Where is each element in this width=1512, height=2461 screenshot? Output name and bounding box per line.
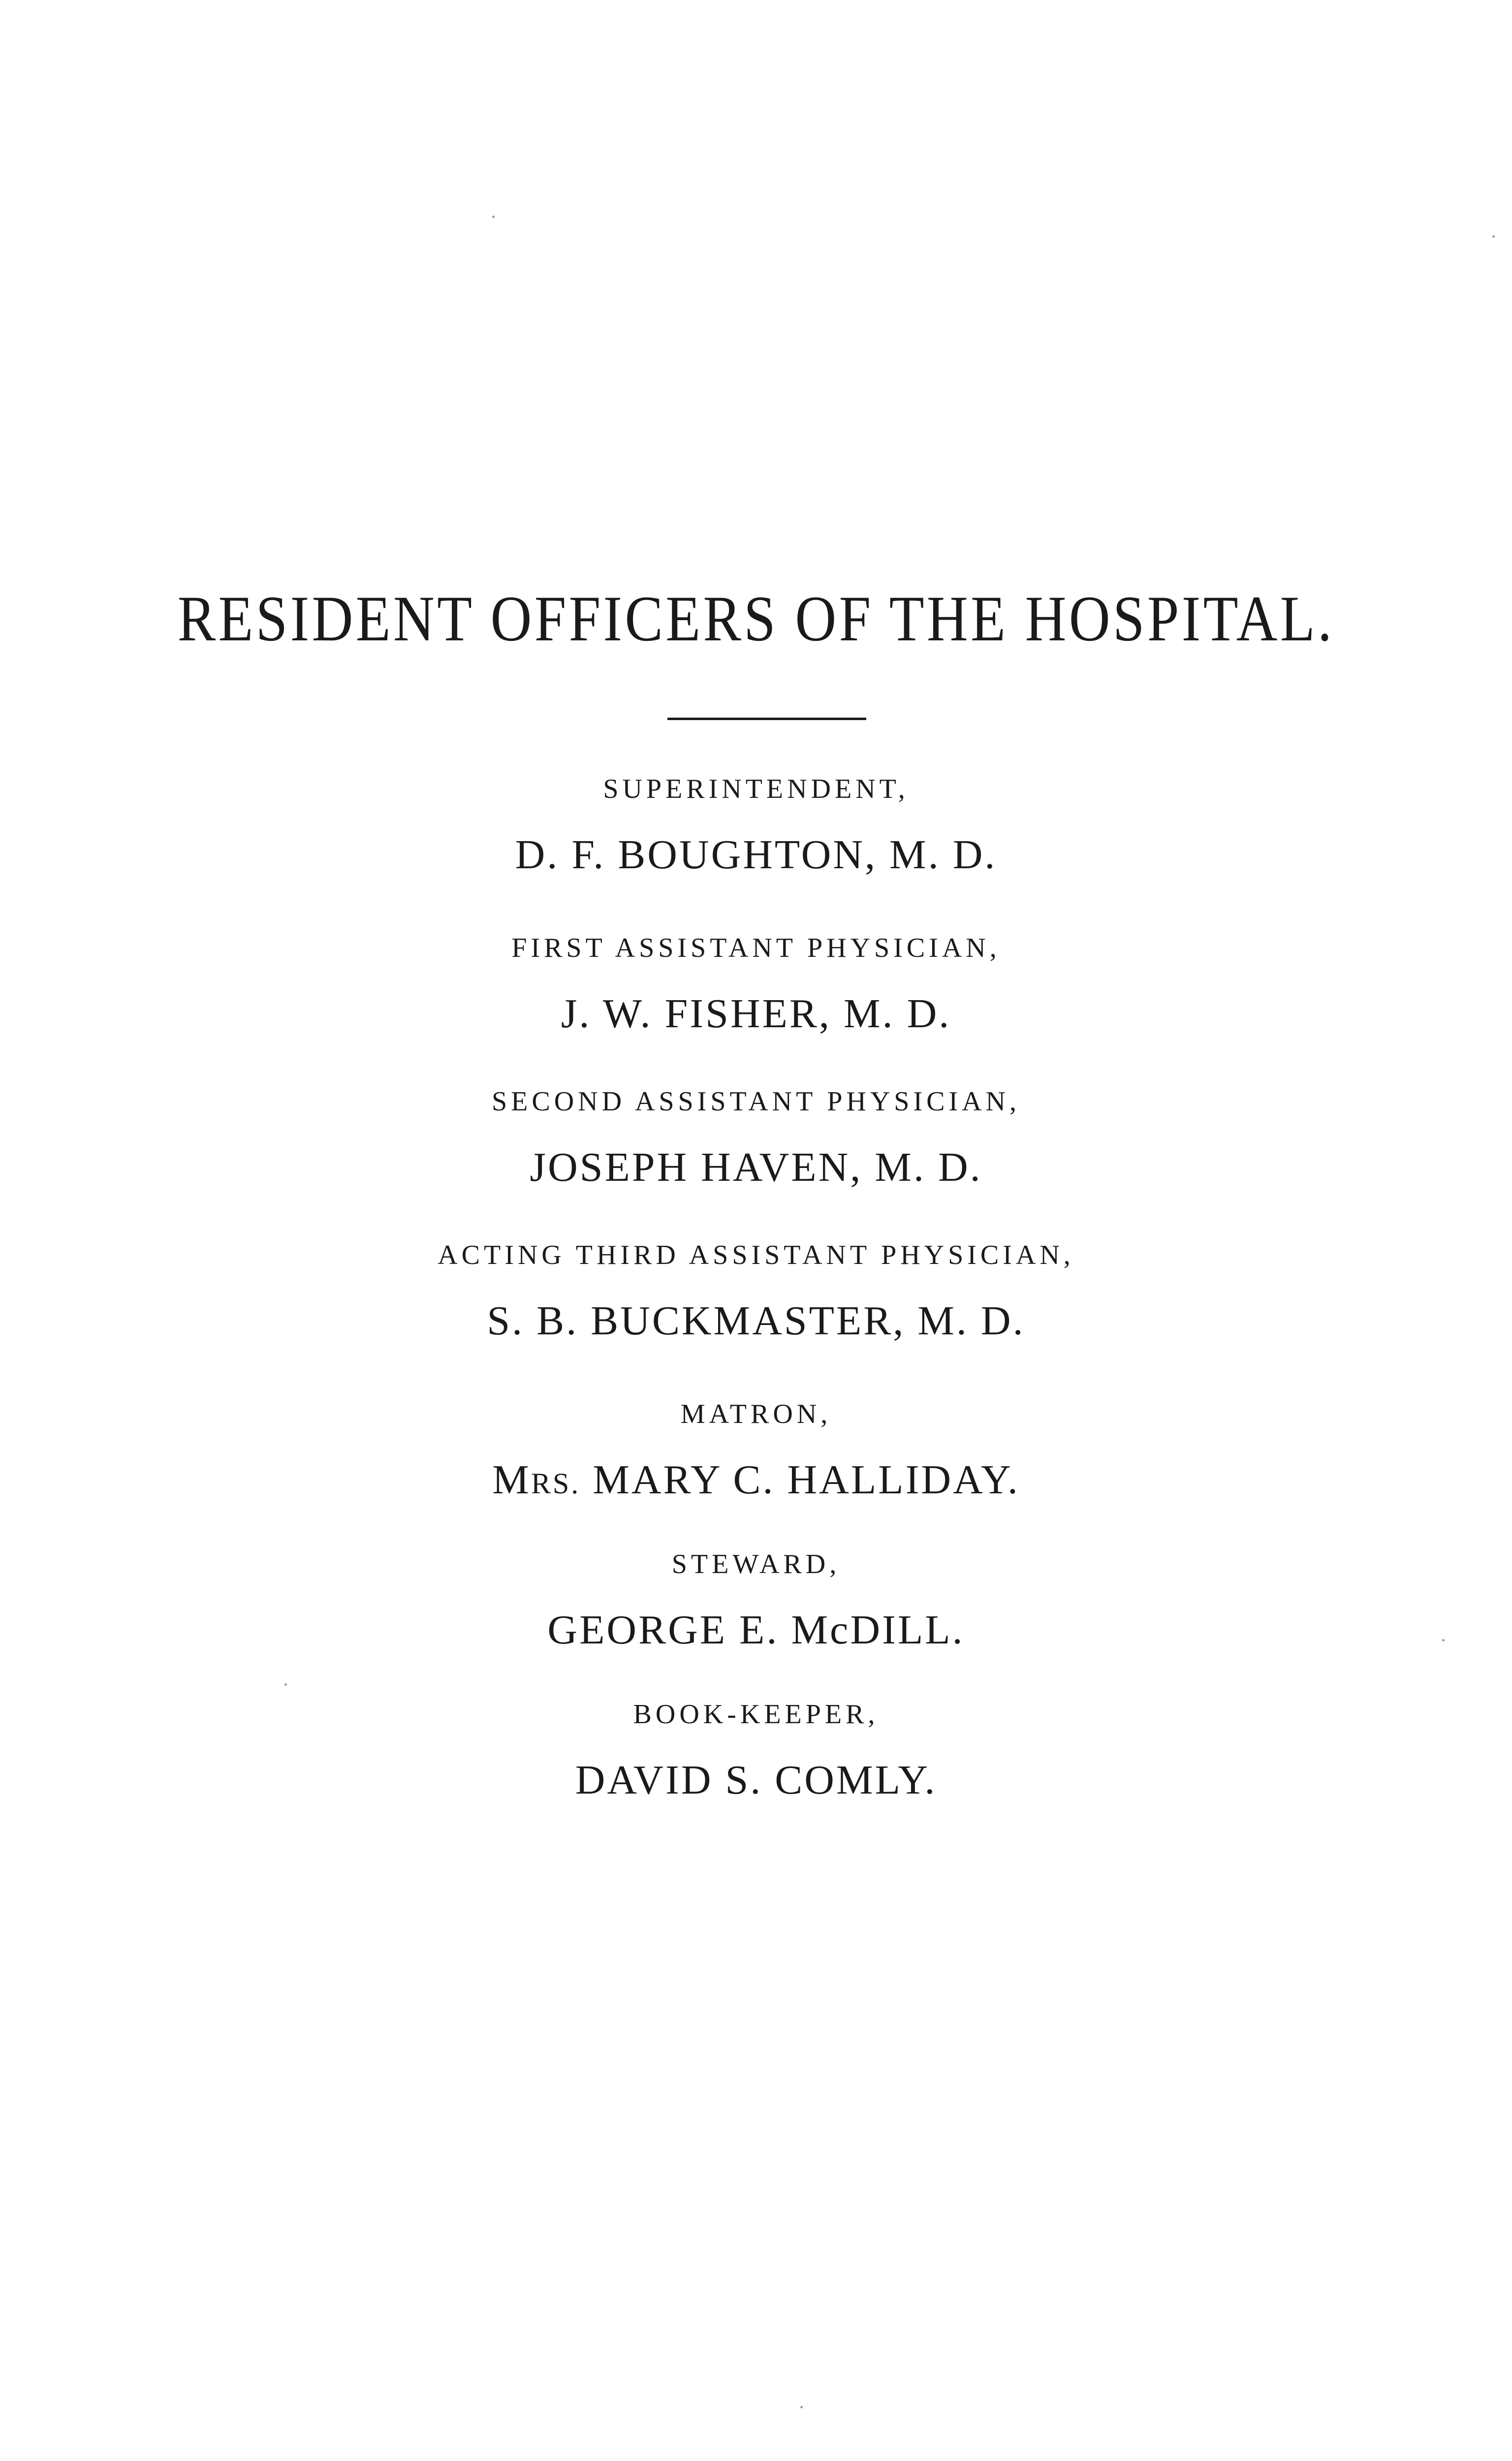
name-prefix-rest: RS. — [531, 1467, 581, 1500]
page-title: RESIDENT OFFICERS OF THE HOSPITAL. — [177, 582, 1335, 655]
paper-speck — [492, 216, 495, 218]
officer-role: STEWARD, — [671, 1549, 841, 1579]
officer-name: D. F. BOUGHTON, M. D. — [515, 832, 997, 878]
officer-role: FIRST ASSISTANT PHYSICIAN, — [511, 933, 1001, 963]
officer-name: MARY C. HALLIDAY. — [580, 1457, 1020, 1503]
officer-name: S. B. BUCKMASTER, M. D. — [487, 1298, 1025, 1344]
officer-entry-superintendent — [0, 775, 1512, 876]
officer-role: MATRON, — [680, 1399, 832, 1429]
officer-name: GEORGE E. McDILL. — [547, 1607, 965, 1653]
officer-role: SECOND ASSISTANT PHYSICIAN, — [492, 1086, 1020, 1117]
officer-role: SUPERINTENDENT, — [603, 774, 909, 804]
officer-role: BOOK-KEEPER, — [633, 1699, 879, 1730]
paper-speck — [1492, 235, 1495, 238]
paper-speck — [800, 2406, 803, 2408]
name-prefix-initial: M — [492, 1457, 531, 1503]
officer-entry-first-assistant — [0, 934, 1512, 1035]
officer-name: DAVID S. COMLY. — [575, 1757, 937, 1803]
officer-name-matron — [0, 1459, 1512, 1501]
officer-role: ACTING THIRD ASSISTANT PHYSICIAN, — [438, 1240, 1074, 1270]
officer-entry-steward — [0, 1550, 1512, 1651]
officer-entry-matron — [0, 1400, 1512, 1501]
officer-name: JOSEPH HAVEN, M. D. — [530, 1144, 982, 1190]
officer-entry-acting-third-assistant — [0, 1241, 1512, 1342]
officer-entry-book-keeper — [0, 1701, 1512, 1801]
paper-speck — [1442, 1639, 1445, 1641]
officer-name: J. W. FISHER, M. D. — [561, 991, 951, 1037]
title-divider-rule — [667, 718, 866, 720]
paper-speck — [284, 1683, 287, 1686]
officer-entry-second-assistant — [0, 1088, 1512, 1188]
